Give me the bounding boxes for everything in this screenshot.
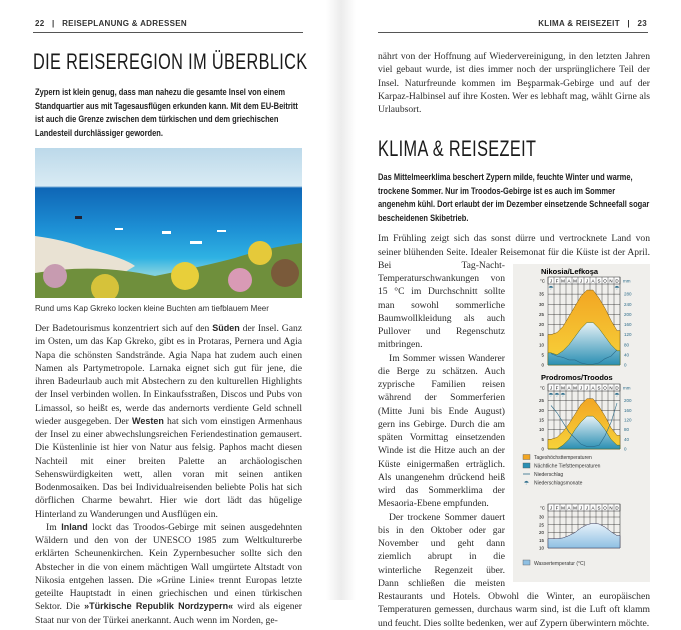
month-label: A <box>591 278 595 284</box>
month-label: J <box>579 385 583 391</box>
unit-celsius: °C <box>539 385 545 391</box>
unit-celsius: °C <box>539 505 545 511</box>
month-label: M <box>573 385 577 391</box>
month-label: A <box>567 385 571 391</box>
y-tick-label: 0 <box>541 362 544 368</box>
month-label: N <box>609 505 613 511</box>
text-run: hat sich vom einstigen Armenhaus der Insel zu einer abwechslungsreichen Feriendestination gemausert. Die Küstenlinie ist hier von Natur aus felsig. Paphos macht diesen Nachteil mit einer breiten Palette an archäologischen Sehenswürdigkeiten wett, allen voran mit seinen antiken Bodenmosaiken. Das bei Individualreisenden beliebte Polis hat sich dörflichen Charme bewahrt. Hier wie dort lädt das hügelige Hinterland zu Wanderungen und Ausflügen ein. <box>35 415 303 520</box>
month-label: D <box>615 385 619 391</box>
y2-tick-label: 0 <box>624 446 627 452</box>
month-label: J <box>585 278 589 284</box>
month-label: O <box>603 505 607 511</box>
section-title: REISEPLANUNG & ADRESSEN <box>62 19 187 28</box>
month-label: A <box>591 505 595 511</box>
paragraph: Im Sommer wissen Wanderer die Berge zu schätzen. Auch zyprische Familien reisen während der Sommerferien (Mitte Juni bis Ende August) gern ins Gebirge. Durch die am späten Vormittag einsetzenden Winde ist die Hitze auch an der Küste einigermaßen erträglich. Als unangenehm drückend heiß wird das Sommerklima der Mesaoria-Ebene empfunden. <box>378 352 505 510</box>
station-title: Nikosia/Lefkoşa <box>541 267 599 277</box>
header-rule <box>33 32 303 33</box>
month-label: J <box>579 278 583 284</box>
text-run: Der Badetourismus konzentriert sich auf den <box>35 323 213 334</box>
paragraph <box>35 322 302 521</box>
month-label: J <box>549 385 553 391</box>
y-tick-label: 25 <box>538 522 544 528</box>
page-title: DIE REISEREGION IM ÜBERBLICK <box>33 49 308 74</box>
y-tick-label: 10 <box>538 545 544 551</box>
y-tick-label: 5 <box>541 352 544 358</box>
y2-tick-label: 200 <box>624 312 632 318</box>
month-label: F <box>555 278 559 284</box>
continuation-text: nährt von der Hoffnung auf Wiedervereinigung, in den letzten Jahren viel gebaut wurde, ist dies immer noch der ursprünglichere Teil der Insel. Naturfreunde kommen im Beşparmak-Gebirge und auf der Karpaz-Halbinsel auf ihre Kosten. Wer es lebhaft mag, wählt Girne als Urlaubsort. <box>378 51 650 115</box>
text-run: Im <box>46 521 62 533</box>
section-title: KLIMA & REISEZEIT <box>538 19 620 28</box>
month-label: A <box>567 505 571 511</box>
month-label: F <box>555 505 559 511</box>
month-label: M <box>573 505 577 511</box>
coast-photo <box>35 148 302 298</box>
unit-mm: mm <box>623 385 631 391</box>
legend-label: Nächtliche Tiefsttemperaturen <box>534 463 601 470</box>
y2-tick-label: 280 <box>624 291 632 297</box>
separator: | <box>52 19 55 28</box>
month-label: J <box>579 505 583 511</box>
month-label: D <box>615 278 619 284</box>
paragraph <box>35 521 302 627</box>
rain-month-umbrella-icon: ☂ <box>614 286 620 293</box>
umbrella-icon: ☂ <box>523 481 530 488</box>
y2-tick-label: 80 <box>624 427 630 433</box>
y-tick-label: 35 <box>538 291 544 297</box>
y2-tick-label: 80 <box>624 342 630 348</box>
rain-month-umbrella-icon: ☂ <box>548 286 554 293</box>
y2-tick-label: 40 <box>624 352 630 358</box>
bold-keyword: Süden <box>212 323 240 333</box>
unit-celsius: °C <box>539 278 545 284</box>
y-tick-label: 10 <box>538 342 544 348</box>
legend-label: Niederschlag <box>534 472 564 479</box>
photo-caption: Rund ums Kap Gkreko locken kleine Buchten am tiefblauem Meer <box>35 304 269 313</box>
paragraph: Der trockene Sommer dauert bis in den Oktober oder gar November und geht dann ziemlich abrupt in die winterliche Regenzeit über. Dann schließen die meisten Restaurants und Hotels. Obwohl die Winter, an europäischen Temperaturen gemessen, durchaus warm sind, ist die Luft oft klamm und feucht. Dies sollte bedenken, wer auf Zypern überwintern möchte. <box>378 511 650 629</box>
legend-label: Tageshöchsttemperaturen <box>534 455 592 462</box>
right-running-head <box>538 19 647 28</box>
month-label: J <box>549 505 553 511</box>
rain-month-umbrella-icon: ☂ <box>560 393 566 400</box>
intro-text: Zypern ist klein genug, dass man nahezu die gesamte Insel von einem Standquartier aus mit Tagesausflügen erkunden kann. Mit dem EU-Beitritt ist auch die Grenze zwischen dem türkischen und dem griechischen Landesteil durchlässiger geworden. <box>35 86 298 138</box>
left-body-text <box>35 322 302 627</box>
y-tick-label: 15 <box>538 538 544 543</box>
station-title: Prodromos/Troodos <box>541 373 613 383</box>
y-tick-label: 20 <box>538 322 544 328</box>
climate-chart <box>513 264 650 582</box>
y-tick-label: 25 <box>538 398 544 404</box>
left-running-head <box>35 19 187 28</box>
text-run: wird als eigener Staat nur von der Türkei anerkannt. Auch wenn im Norden, ge- <box>35 601 302 626</box>
bold-keyword: Westen <box>132 415 164 426</box>
page-number: 22 <box>35 19 45 28</box>
month-label: A <box>567 278 571 284</box>
water-temperature-area <box>548 523 620 548</box>
month-label: N <box>609 278 613 284</box>
month-label: M <box>573 278 577 284</box>
y-tick-label: 15 <box>538 332 544 338</box>
legend-swatch <box>523 560 530 565</box>
climate-chart-panel <box>513 264 650 582</box>
paragraph: Im Frühling zeigt sich das sonst dürre und vertrocknete Land von seiner blühenden Seite. Idealer Reisemonat für die Küste ist der April. Bei Tag-Nacht-Temperaturschwankungen von 15 °C im Durchschnitt sollte man sowohl sommerliche Baumwollkleidung als auch Pullover und Regenschutz mitbringen. <box>378 233 650 351</box>
month-label: F <box>555 385 559 391</box>
y-tick-label: 30 <box>538 302 544 307</box>
y-tick-label: 25 <box>538 312 544 318</box>
legend-label: Niederschlagsmonate <box>534 480 583 487</box>
header-rule <box>378 32 648 33</box>
y2-tick-label: 160 <box>624 408 632 414</box>
month-label: M <box>561 278 565 284</box>
y2-tick-label: 120 <box>624 332 632 338</box>
y2-tick-label: 240 <box>624 302 632 307</box>
month-label: J <box>585 505 589 511</box>
bold-keyword: »Türkische Republik Nordzypern« <box>84 601 234 612</box>
month-label: S <box>597 385 601 391</box>
month-label: A <box>591 385 595 391</box>
y-tick-label: 0 <box>541 446 544 452</box>
month-label: J <box>549 278 553 284</box>
y2-tick-label: 120 <box>624 417 632 423</box>
y2-tick-label: 40 <box>624 437 630 443</box>
separator: | <box>627 19 630 28</box>
month-label: O <box>603 385 607 391</box>
y-tick-label: 20 <box>538 530 544 536</box>
y2-tick-label: 0 <box>624 362 627 368</box>
y2-tick-label: 160 <box>624 322 632 328</box>
month-label: D <box>615 505 619 511</box>
right-body-text <box>378 232 650 630</box>
climate-intro: Das Mittelmeerklima beschert Zypern milde, feuchte Winter und warme, trockene Sommer. Nur im Troodos-Gebirge ist es auch im Sommer angenehm kühl. Dort erlaubt der im Dezember einsetzende Schneefall sogar bescheidenen Skibetrieb. <box>378 171 650 223</box>
y2-tick-label: 200 <box>624 398 632 404</box>
y-tick-label: 20 <box>538 408 544 414</box>
month-label: M <box>561 385 565 391</box>
page-number: 23 <box>637 19 647 28</box>
rain-month-umbrella-icon: ☂ <box>554 393 560 400</box>
month-label: J <box>585 385 589 391</box>
text-run: lockt das Troodos-Gebirge mit seinen ausgedehnten Wäldern und den von der UNESCO 1985 zum Weltkulturerbe erklärten Scheunenkirchen. Kein Zypernbesucher sollte sich den Abstecher in die von einem mächtigen Wall umgürtete Altstadt von Nikosia entgehen lassen. Die »Grüne Linie« trennt Europas letzte geteilte Hauptstadt in einen griechischen und einen türkischen Sektor. Die <box>35 521 303 613</box>
right-column <box>378 50 650 630</box>
month-label: S <box>597 278 601 284</box>
text-run: der Insel. Ganz im Osten, um das Kap Gkreko, gibt es in Protaras, Pernera und Agia Napa die schönsten Sandstrände. Agia Napa hat zudem auch einen Namen als Partymetropole. Larnaka eignet sich gut für jene, die ihren Badeurlaub auch mit Abstechern zu den kulturellen Highlights der Insel verbinden wollen. In Einkaufsstraßen, Discos und Pubs von Limassol, so heißt es, werde das andernorts verdiente Geld schnell wieder ausgegeben. Der <box>35 323 303 427</box>
y-tick-label: 10 <box>538 427 544 433</box>
legend-swatch <box>523 455 530 460</box>
y-tick-label: 30 <box>538 514 544 520</box>
section-heading: KLIMA & REISEZEIT <box>378 136 537 162</box>
month-label: O <box>603 278 607 284</box>
legend-swatch <box>523 463 530 468</box>
rain-month-umbrella-icon: ☂ <box>614 393 620 400</box>
unit-mm: mm <box>623 278 631 284</box>
y-tick-label: 5 <box>541 437 544 443</box>
y-tick-label: 15 <box>538 417 544 423</box>
legend-label: Wassertemperatur (°C) <box>534 561 586 568</box>
page-gutter <box>326 0 356 600</box>
rain-month-umbrella-icon: ☂ <box>548 393 554 400</box>
month-label: N <box>609 385 613 391</box>
month-label: M <box>561 505 565 511</box>
bold-keyword: Inland <box>61 521 88 532</box>
month-label: S <box>597 505 601 511</box>
